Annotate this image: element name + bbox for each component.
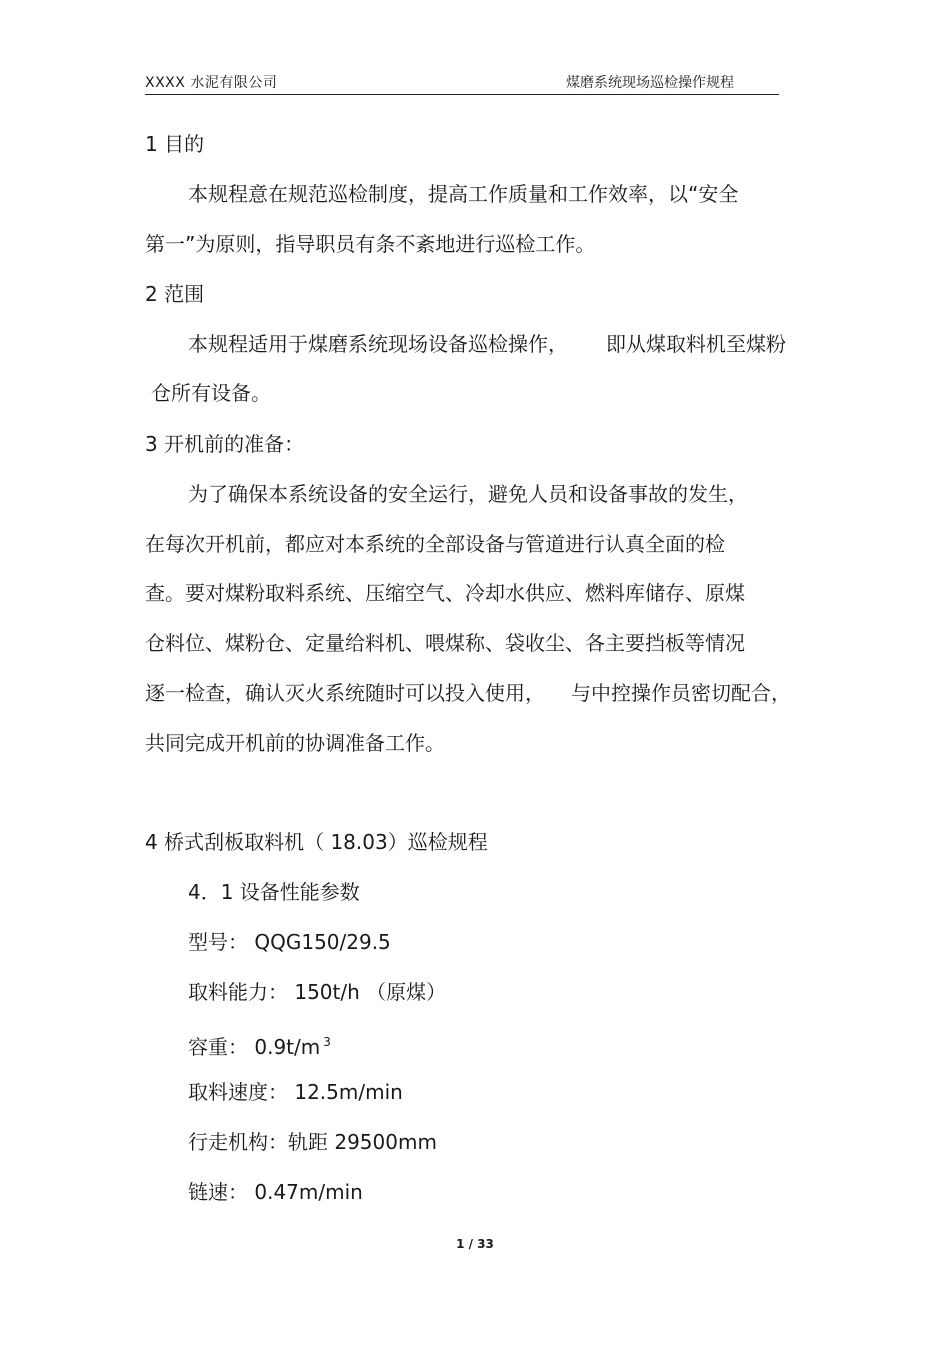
document-title: 煤磨系统现场巡检操作规程: [566, 75, 734, 91]
param-row: [188, 1130, 437, 1154]
subsection-heading: 4．1 设备性能参数: [188, 880, 360, 904]
paragraph-segment: 逐一检查，确认灭火系统随时可以投入使用，: [145, 681, 545, 705]
paragraph-line: [188, 332, 786, 356]
paragraph-line: [145, 681, 791, 705]
page-header: [145, 70, 779, 95]
param-row: [188, 980, 446, 1004]
param-value: 0.9t/m: [254, 1035, 321, 1059]
param-row: [188, 1080, 403, 1104]
param-label: 行走机构：轨距: [188, 1130, 328, 1154]
section-heading-prep: 3 开机前的准备：: [145, 432, 305, 456]
paragraph-line: 仓料位、煤粉仓、定量给料机、喂煤称、袋收尘、各主要挡板等情况: [145, 631, 745, 655]
paragraph-segment: 本规程适用于煤磨系统现场设备巡检操作，: [188, 332, 568, 356]
paragraph-line: 为了确保本系统设备的安全运行，避免人员和设备事故的发生，: [188, 482, 748, 506]
paragraph-line: 本规程意在规范巡检制度，提高工作质量和工作效率，以“安全: [188, 182, 739, 206]
param-row: [188, 1180, 363, 1204]
param-value: 150t/h （原煤）: [294, 980, 447, 1004]
param-label: 取料速度：: [188, 1080, 288, 1104]
section-heading-scope: 2 范围: [145, 282, 205, 306]
param-value: QQG150/29.5: [254, 930, 391, 954]
section-heading-purpose: 1 目的: [145, 132, 205, 156]
paragraph-line: 仓所有设备。: [151, 381, 271, 405]
paragraph-line: 共同完成开机前的协调准备工作。: [145, 731, 445, 755]
param-superscript: 3: [323, 1035, 331, 1049]
paragraph-segment: 与中控操作员密切配合，: [571, 681, 791, 705]
page-number: 1 / 33: [456, 1237, 494, 1251]
paragraph-line: 在每次开机前，都应对本系统的全部设备与管道进行认真全面的检: [145, 532, 725, 556]
param-value: 29500mm: [334, 1130, 437, 1154]
company-name: XXXX 水泥有限公司: [145, 75, 278, 91]
paragraph-line: 第一”为原则，指导职员有条不紊地进行巡检工作。: [145, 232, 596, 256]
paragraph-segment: 即从煤取料机至煤粉: [606, 332, 786, 356]
param-label: 容重：: [188, 1035, 248, 1059]
section-heading-reclaimer: 4 桥式刮板取料机（ 18.03）巡检规程: [145, 830, 488, 854]
param-row: [188, 1030, 331, 1059]
param-label: 链速：: [188, 1180, 248, 1204]
param-label: 型号：: [188, 930, 248, 954]
param-value: 0.47m/min: [254, 1180, 363, 1204]
paragraph-line: 查。要对煤粉取料系统、压缩空气、冷却水供应、燃料库储存、原煤: [145, 581, 745, 605]
param-row: [188, 930, 391, 954]
param-value: 12.5m/min: [294, 1080, 403, 1104]
param-label: 取料能力：: [188, 980, 288, 1004]
